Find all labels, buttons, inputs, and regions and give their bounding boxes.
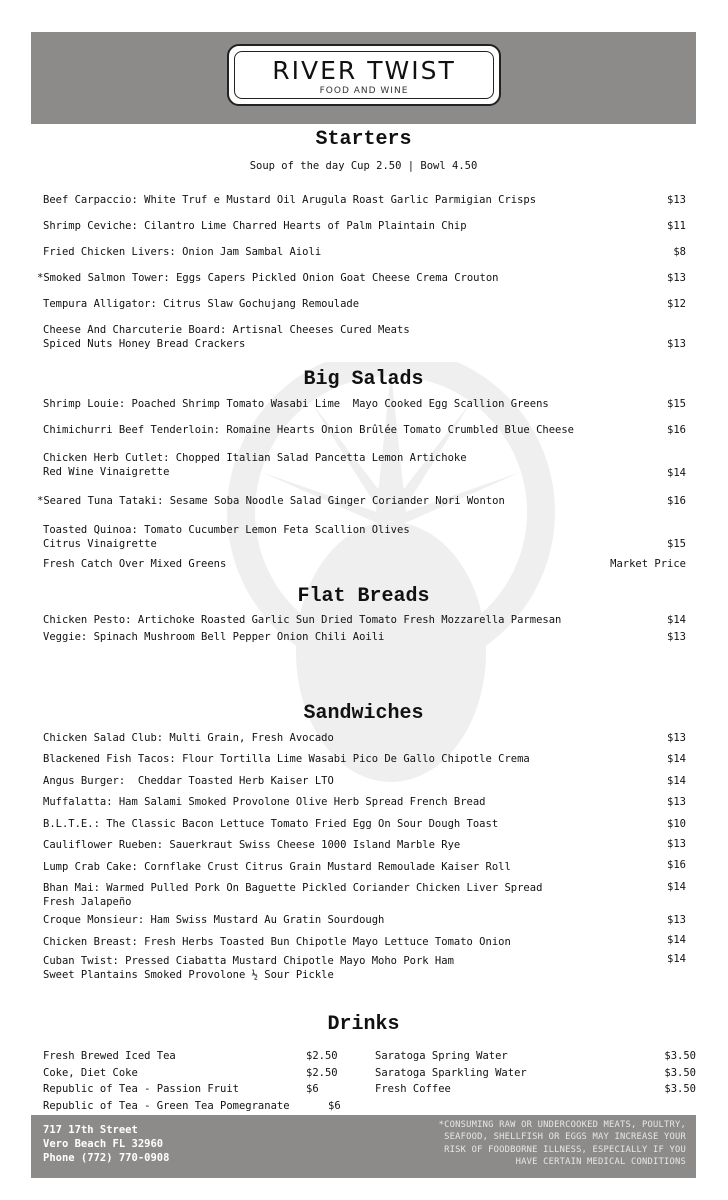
menu-item: Toasted Quinoa: Tomato Cucumber Lemon Feta Scallion Olives Citrus Vinaigrette — [43, 524, 410, 550]
menu-price: $13 — [667, 796, 686, 808]
menu-price: $13 — [667, 914, 686, 926]
logo — [227, 44, 501, 106]
menu-price: $14 — [667, 614, 686, 626]
menu-price: $8 — [673, 246, 686, 258]
drink-price: $6 — [328, 1099, 341, 1112]
menu-price: $16 — [667, 495, 686, 507]
menu-item: *Seared Tuna Tataki: Sesame Soba Noodle Salad Ginger Coriander Nori Wonton — [37, 495, 505, 507]
menu-price: $15 — [667, 538, 686, 550]
warning-line: SEAFOOD, SHELLFISH OR EGGS MAY INCREASE YOUR — [444, 1132, 686, 1143]
soup-of-the-day: Soup of the day Cup 2.50 | Bowl 4.50 — [249, 160, 478, 172]
drink-item: Fresh Coffee — [375, 1083, 451, 1095]
menu-price: $14 — [667, 775, 686, 787]
menu-price: $13 — [667, 338, 686, 350]
menu-item: Bhan Mai: Warmed Pulled Pork On Baguette Pickled Coriander Chicken Liver Spread Fresh Jalapeño — [43, 882, 543, 908]
drinks-left-names — [43, 1048, 290, 1114]
menu-price: $14 — [667, 953, 686, 965]
menu-item: Tempura Alligator: Citrus Slaw Gochujang Remoulade — [43, 298, 360, 310]
drink-item: Saratoga Spring Water — [375, 1050, 508, 1062]
menu-price: $11 — [667, 220, 686, 232]
drink-price: $3.50 — [664, 1066, 696, 1079]
drinks-right-prices — [664, 1048, 696, 1098]
menu-item: Chicken Salad Club: Multi Grain, Fresh Avocado — [43, 732, 334, 744]
menu-item: Chicken Herb Cutlet: Chopped Italian Salad Pancetta Lemon Artichoke Red Wine Vinaigrette — [43, 452, 467, 478]
drink-price: $3.50 — [664, 1050, 696, 1062]
menu-price: $12 — [667, 298, 686, 310]
logo-name: RIVER TWIST — [272, 56, 456, 85]
section-title-starters: Starters — [315, 128, 412, 151]
logo-tagline: FOOD AND WINE — [319, 86, 409, 96]
menu-price: $13 — [667, 631, 686, 643]
menu-price: $13 — [667, 194, 686, 206]
address-block — [43, 1123, 169, 1165]
menu-price: Market Price — [610, 558, 686, 570]
menu-item: Blackened Fish Tacos: Flour Tortilla Lime Wasabi Pico De Gallo Chipotle Crema — [43, 753, 530, 765]
menu-price: $16 — [667, 859, 686, 871]
menu-item: Veggie: Spinach Mushroom Bell Pepper Onion Chili Aoili — [43, 631, 385, 643]
menu-price: $10 — [667, 818, 686, 830]
drink-price: $3.50 — [664, 1083, 696, 1095]
menu-price: $13 — [667, 732, 686, 744]
menu-page — [31, 32, 696, 1178]
menu-price: $13 — [667, 838, 686, 850]
menu-item: Fresh Catch Over Mixed Greens — [43, 558, 227, 570]
header-band — [31, 32, 696, 124]
drink-price: $6 — [306, 1083, 319, 1095]
menu-item: *Smoked Salmon Tower: Eggs Capers Pickled Onion Goat Cheese Crema Crouton — [37, 272, 499, 284]
warning-line: HAVE CERTAIN MEDICAL CONDITIONS — [515, 1156, 686, 1167]
menu-item: Croque Monsieur: Ham Swiss Mustard Au Gratin Sourdough — [43, 914, 385, 926]
drink-price: $2.50 — [306, 1050, 338, 1062]
food-safety-warning — [386, 1119, 686, 1168]
menu-price: $16 — [667, 424, 686, 436]
menu-item: Cheese And Charcuterie Board: Artisnal Cheeses Cured Meats Spiced Nuts Honey Bread Crackers — [43, 324, 410, 350]
section-title-sandwiches: Sandwiches — [303, 702, 424, 725]
city-address: Vero Beach FL 32960 — [43, 1138, 164, 1150]
section-title-salads: Big Salads — [303, 368, 424, 391]
menu-item: Shrimp Louie: Poached Shrimp Tomato Wasabi Lime Mayo Cooked Egg Scallion Greens — [43, 398, 549, 410]
menu-item: Beef Carpaccio: White Truf e Mustard Oil Arugula Roast Garlic Parmigian Crisps — [43, 194, 537, 206]
menu-price: $15 — [667, 398, 686, 410]
drink-item: Fresh Brewed Iced Tea — [43, 1050, 176, 1062]
menu-item: Muffalatta: Ham Salami Smoked Provolone Olive Herb Spread French Bread — [43, 796, 486, 808]
menu-item: Angus Burger: Cheddar Toasted Herb Kaiser LTO — [43, 775, 334, 787]
footer-band — [31, 1115, 696, 1178]
section-title-flatbreads: Flat Breads — [297, 585, 430, 608]
menu-price: $14 — [667, 753, 686, 765]
street-address: 717 17th Street — [43, 1124, 138, 1136]
drink-item: Coke, Diet Coke — [43, 1066, 138, 1079]
section-title-drinks: Drinks — [327, 1013, 400, 1036]
drinks-left-prices — [306, 1048, 341, 1114]
drink-item: Republic of Tea - Passion Fruit — [43, 1083, 239, 1095]
menu-item: Cauliflower Rueben: Sauerkraut Swiss Cheese 1000 Island Marble Rye — [43, 839, 461, 851]
drink-item: Saratoga Sparkling Water — [375, 1066, 527, 1079]
drinks-right-names — [375, 1048, 527, 1098]
warning-line: RISK OF FOODBORNE ILLNESS, ESPECIALLY IF YOU — [444, 1144, 686, 1155]
warning-line: *CONSUMING RAW OR UNDERCOOKED MEATS, POULTRY, — [438, 1120, 686, 1130]
menu-item: Cuban Twist: Pressed Ciabatta Mustard Chipotle Mayo Moho Pork Ham Sweet Plantains Smoked Provolone ½ Sour Pickle — [43, 955, 454, 981]
drink-price: $2.50 — [306, 1066, 338, 1079]
menu-item: Lump Crab Cake: Cornflake Crust Citrus Grain Mustard Remoulade Kaiser Roll — [43, 861, 511, 873]
menu-price: $14 — [667, 934, 686, 946]
menu-item: Shrimp Ceviche: Cilantro Lime Charred Hearts of Palm Plaintain Chip — [43, 220, 467, 232]
menu-item: Fried Chicken Livers: Onion Jam Sambal Aioli — [43, 246, 322, 258]
menu-item: Chicken Pesto: Artichoke Roasted Garlic Sun Dried Tomato Fresh Mozzarella Parmesan — [43, 614, 562, 626]
menu-item: Chicken Breast: Fresh Herbs Toasted Bun Chipotle Mayo Lettuce Tomato Onion — [43, 936, 511, 948]
menu-price: $14 — [667, 467, 686, 479]
drink-item: Republic of Tea - Green Tea Pomegranate — [43, 1099, 290, 1112]
phone-number: Phone (772) 770-0908 — [43, 1152, 170, 1164]
menu-item: Chimichurri Beef Tenderloin: Romaine Hearts Onion Brûlée Tomato Crumbled Blue Cheese — [43, 424, 575, 436]
menu-price: $13 — [667, 272, 686, 284]
menu-price: $14 — [667, 881, 686, 893]
menu-item: B.L.T.E.: The Classic Bacon Lettuce Tomato Fried Egg On Sour Dough Toast — [43, 818, 499, 830]
